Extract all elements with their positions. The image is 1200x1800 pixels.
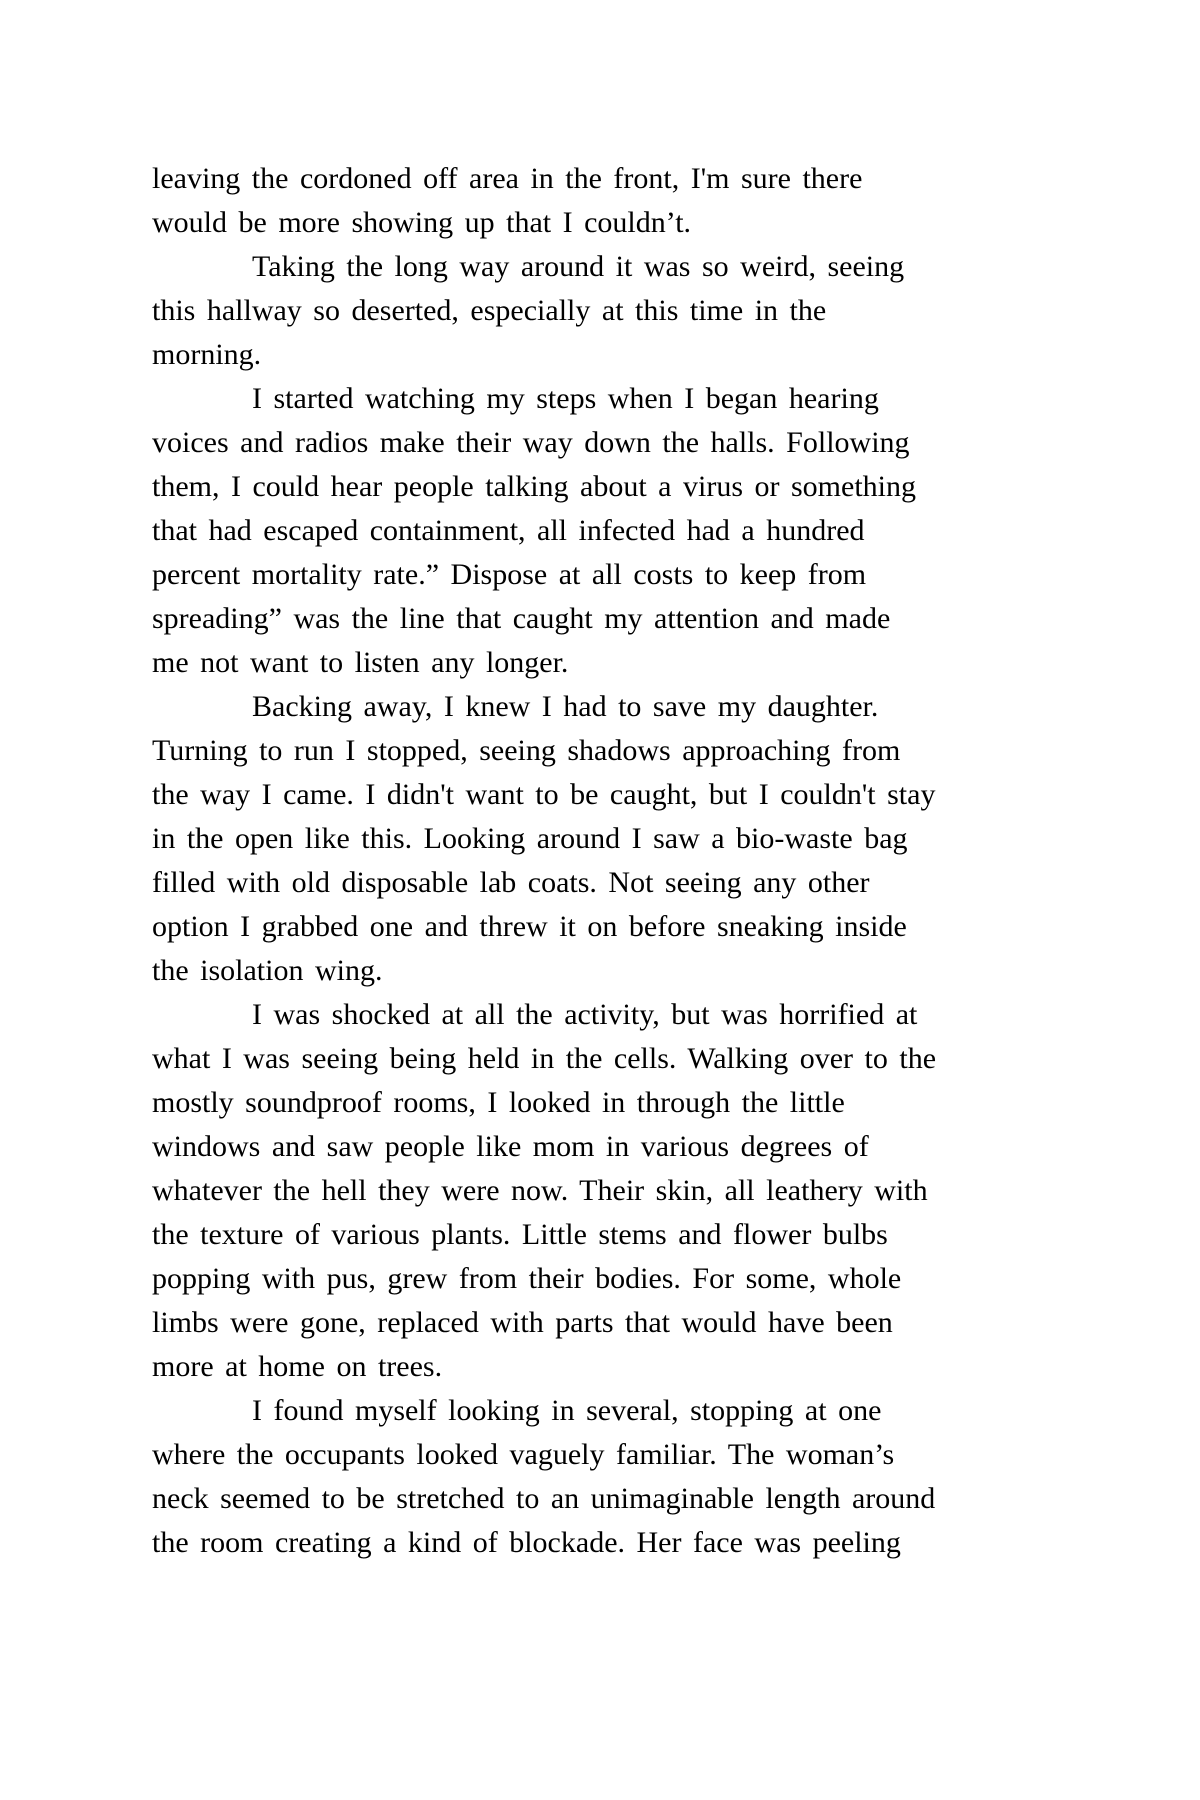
- text-line: them, I could hear people talking about a virus or something: [152, 470, 916, 503]
- text-line: neck seemed to be stretched to an unimaginable length around: [152, 1482, 936, 1515]
- paragraph: [152, 245, 1057, 377]
- text-line: I was shocked at all the activity, but was horrified at: [252, 998, 918, 1031]
- text-line: Backing away, I knew I had to save my daughter.: [252, 690, 879, 723]
- paragraph: [152, 993, 1057, 1389]
- paragraph: [152, 377, 1057, 685]
- text-line: I started watching my steps when I began hearing: [252, 382, 879, 415]
- text-line: this hallway so deserted, especially at this time in the: [152, 294, 827, 327]
- text-line: more at home on trees.: [152, 1350, 443, 1383]
- text-line: windows and saw people like mom in various degrees of: [152, 1130, 869, 1163]
- paragraph: [152, 1389, 1057, 1565]
- text-line: in the open like this. Looking around I saw a bio-waste bag: [152, 822, 908, 855]
- text-line: the way I came. I didn't want to be caught, but I couldn't stay: [152, 778, 936, 811]
- text-line: percent mortality rate.” Dispose at all costs to keep from: [152, 558, 867, 591]
- text-line: Taking the long way around it was so weird, seeing: [252, 250, 905, 283]
- text-line: voices and radios make their way down the halls. Following: [152, 426, 910, 459]
- text-line: the room creating a kind of blockade. Her face was peeling: [152, 1526, 901, 1559]
- text-line: would be more showing up that I couldn’t.: [152, 206, 692, 239]
- text-line: morning.: [152, 338, 262, 371]
- text-line: filled with old disposable lab coats. Not seeing any other: [152, 866, 870, 899]
- text-line: mostly soundproof rooms, I looked in through the little: [152, 1086, 845, 1119]
- text-line: Turning to run I stopped, seeing shadows approaching from: [152, 734, 901, 767]
- text-line: the texture of various plants. Little stems and flower bulbs: [152, 1218, 888, 1251]
- text-line: popping with pus, grew from their bodies. For some, whole: [152, 1262, 902, 1295]
- text-line: spreading” was the line that caught my attention and made: [152, 602, 891, 635]
- text-block: [152, 157, 1057, 1565]
- text-line: whatever the hell they were now. Their skin, all leathery with: [152, 1174, 928, 1207]
- text-line: that had escaped containment, all infected had a hundred: [152, 514, 865, 547]
- text-line: leaving the cordoned off area in the front, I'm sure there: [152, 162, 863, 195]
- text-line: the isolation wing.: [152, 954, 383, 987]
- paragraph: [152, 685, 1057, 993]
- paragraph: [152, 157, 1057, 245]
- text-line: where the occupants looked vaguely familiar. The woman’s: [152, 1438, 895, 1471]
- text-line: what I was seeing being held in the cells. Walking over to the: [152, 1042, 937, 1075]
- text-line: me not want to listen any longer.: [152, 646, 569, 679]
- text-line: limbs were gone, replaced with parts that would have been: [152, 1306, 893, 1339]
- text-line: option I grabbed one and threw it on before sneaking inside: [152, 910, 907, 943]
- text-line: I found myself looking in several, stopping at one: [252, 1394, 882, 1427]
